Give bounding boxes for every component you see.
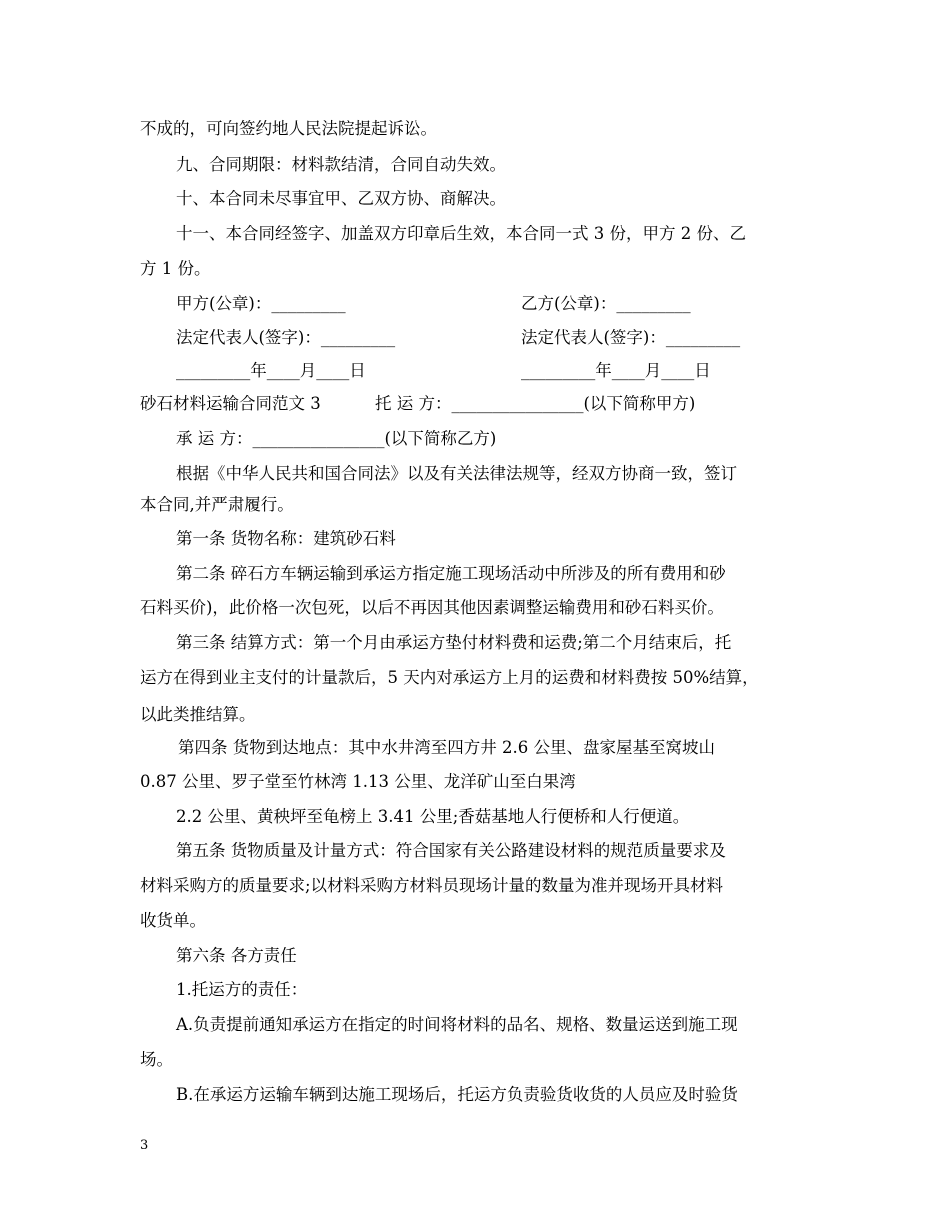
paragraph-line: 0.87 公里、罗子堂至竹林湾 1.13 公里、龙洋矿山至白果湾 — [140, 772, 576, 791]
article-1: 第一条 货物名称：建筑砂石料 — [176, 529, 396, 548]
paragraph-line: B.在承运方运输车辆到达施工现场后，托运方负责验货收货的人员应及时验货 — [176, 1085, 738, 1104]
article-4: 第四条 货物到达地点：其中水井湾至四方井 2.6 公里、盘家屋基至窝坡山 — [178, 738, 715, 757]
paragraph-line: 材料采购方的质量要求;以材料采购方材料员现场计量的数量为准并现场开具材料 — [140, 876, 724, 895]
paragraph-line: 1.托运方的责任： — [176, 980, 308, 999]
paragraph-line: 本合同,并严肃履行。 — [140, 495, 294, 514]
paragraph-line: 根据《中华人民共和国合同法》以及有关法律法规等，经双方协商一致，签订 — [176, 464, 737, 483]
party-a-date: _________年____月____日 — [176, 361, 366, 380]
paragraph-line: 石料买价)，此价格一次包死，以后不再因其他因素调整运输费用和砂石料买价。 — [140, 598, 724, 617]
party-b-seal: 乙方(公章)：_________ — [521, 294, 691, 313]
paragraph-line: 九、合同期限：材料款结清，合同自动失效。 — [176, 155, 506, 174]
party-b-date: _________年____月____日 — [521, 361, 711, 380]
party-a-seal: 甲方(公章)：_________ — [176, 294, 346, 313]
paragraph-line: 运方在得到业主支付的计量款后，5 天内对承运方上月的运费和材料费按 50%结算， — [140, 668, 759, 687]
paragraph-line: A.负责提前通知承运方在指定的时间将材料的品名、规格、数量运送到施工现 — [176, 1015, 738, 1034]
paragraph-line: 方 1 份。 — [140, 259, 211, 278]
article-6: 第六条 各方责任 — [176, 946, 297, 965]
paragraph-line: 十一、本合同经签字、加盖双方印章后生效，本合同一式 3 份，甲方 2 份、乙 — [176, 224, 746, 243]
party-a-representative: 法定代表人(签字)：_________ — [176, 328, 396, 347]
paragraph-line: 十、本合同未尽事宜甲、乙双方协、商解决。 — [176, 189, 506, 208]
paragraph-line: 不成的，可向签约地人民法院提起诉讼。 — [140, 119, 437, 138]
page-number: 3 — [140, 1138, 149, 1153]
carrier-line: 承 运 方：________________(以下简称乙方) — [176, 429, 497, 448]
paragraph-line: 2.2 公里、黄秧坪至龟榜上 3.41 公里;香菇基地人行便桥和人行便道。 — [176, 807, 690, 826]
paragraph-line: 以此类推结算。 — [140, 705, 256, 724]
document-title: 砂石材料运输合同范文 3 — [140, 394, 321, 413]
party-b-representative: 法定代表人(签字)：_________ — [521, 328, 741, 347]
shipper-line: 托 运 方：________________(以下简称甲方) — [375, 394, 696, 413]
article-2: 第二条 碎石方车辆运输到承运方指定施工现场活动中所涉及的所有费用和砂 — [176, 564, 726, 583]
paragraph-line: 场。 — [140, 1050, 173, 1069]
paragraph-line: 收货单。 — [140, 911, 206, 930]
article-3: 第三条 结算方式：第一个月由承运方垫付材料费和运费;第二个月结束后，托 — [176, 633, 732, 652]
article-5: 第五条 货物质量及计量方式：符合国家有关公路建设材料的规范质量要求及 — [176, 841, 726, 860]
